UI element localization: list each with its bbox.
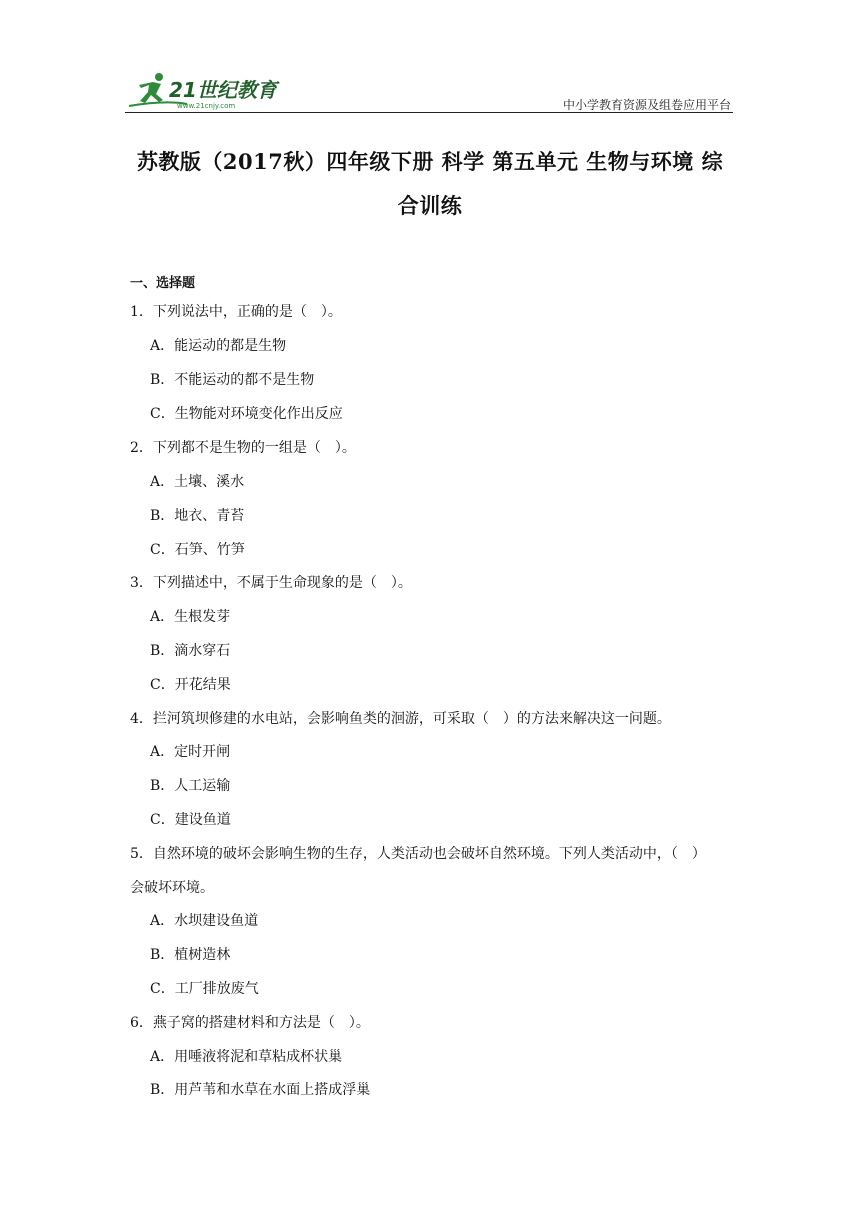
question-1-option-a: A．能运动的都是生物: [150, 338, 287, 354]
platform-name: 中小学教育资源及组卷应用平台: [562, 98, 731, 112]
question-6-option-a: A．用唾液将泥和草粘成杯状巢: [150, 1049, 343, 1065]
question-3-option-a: A．生根发芽: [150, 609, 231, 625]
question-5-stem-continued: 会破坏环境。: [130, 880, 214, 896]
page-header: [125, 66, 733, 116]
header-divider: [125, 112, 733, 113]
question-4-option-c: C．建设鱼道: [150, 812, 231, 828]
logo-text: 21世纪教育: [169, 78, 277, 102]
question-5-option-c: C．工厂排放废气: [150, 981, 259, 997]
question-2-option-a: A．土壤、溪水: [150, 474, 245, 490]
question-2-option-b: B．地衣、青苔: [150, 508, 245, 524]
question-3-option-c: C．开花结果: [150, 677, 231, 693]
logo-url: www.21cnjy.com: [177, 102, 236, 110]
question-6-stem: 6．燕子窝的搭建材料和方法是（ ）。: [130, 1015, 370, 1031]
question-1-stem: 1．下列说法中，正确的是（ ）。: [130, 304, 342, 320]
page-title-line-2: 合训练: [397, 193, 463, 218]
question-6-option-b: B．用芦苇和水草在水面上搭成浮巢: [150, 1082, 371, 1098]
logo-21cnjy: [125, 70, 295, 110]
question-2-option-c: C．石笋、竹笋: [150, 542, 245, 558]
question-3-option-b: B．滴水穿石: [150, 643, 231, 659]
question-2-stem: 2．下列都不是生物的一组是（ ）。: [130, 440, 356, 456]
question-5-stem: 5．自然环境的破坏会影响生物的生存，人类活动也会破坏自然环境。下列人类活动中，（ ）: [130, 846, 706, 862]
question-5-option-a: A．水坝建设鱼道: [150, 913, 259, 929]
question-5-option-b: B．植树造林: [150, 947, 231, 963]
question-1-option-b: B．不能运动的都不是生物: [150, 372, 315, 388]
section-heading: 一、选择题: [130, 276, 196, 291]
question-1-option-c: C．生物能对环境变化作出反应: [150, 406, 343, 422]
question-4-option-b: B．人工运输: [150, 778, 231, 794]
question-4-option-a: A．定时开闸: [150, 744, 231, 760]
question-3-stem: 3．下列描述中，不属于生命现象的是（ ）。: [130, 575, 412, 591]
question-4-stem: 4．拦河筑坝修建的水电站，会影响鱼类的洄游，可采取（ ）的方法来解决这一问题。: [130, 711, 671, 727]
page-title-line-1: 苏教版（2017秋）四年级下册 科学 第五单元 生物与环境 综: [136, 149, 724, 174]
